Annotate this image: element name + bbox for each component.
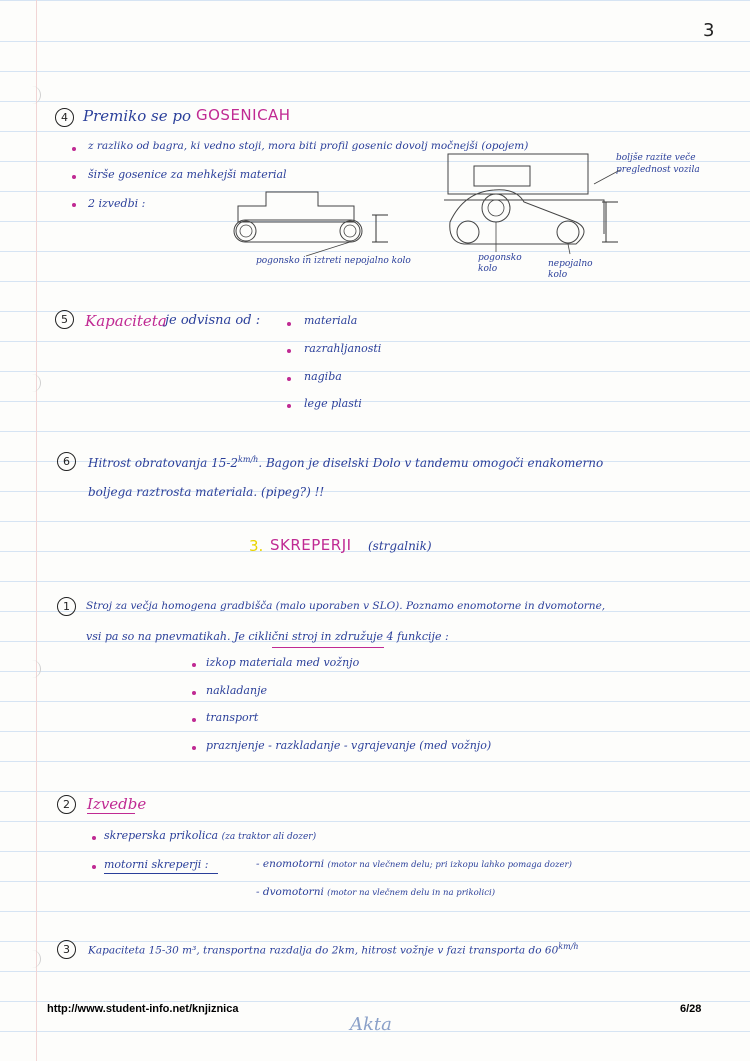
heading-subtitle: (strgalnik) [368, 539, 432, 553]
t2-type-2-note: (motor na vlečnem delu in na prikolici) [327, 888, 496, 898]
s4-bullet-2: širše gosenice za mehkejši material [88, 168, 287, 181]
footer-page-count: 6/28 [680, 1003, 702, 1015]
akta-logo: Akta [350, 1014, 392, 1035]
item-number: 6 [57, 452, 76, 471]
bullet [192, 746, 196, 750]
t3-unit: km/h [558, 942, 579, 951]
t2-item-1 [104, 829, 316, 842]
item-number: 1 [57, 597, 76, 616]
idler-wheel-label: nepojalno kolo [548, 259, 593, 280]
heading-title: SKREPERJI [270, 536, 352, 554]
t2-type-1 [256, 858, 572, 870]
crawler-sketch-right [444, 152, 644, 262]
s5-item-2: razrahljanosti [304, 342, 382, 355]
t1-item-1: izkop materiala med vožnjo [206, 656, 360, 669]
bullet [192, 691, 196, 695]
bullet [192, 718, 196, 722]
s6-text-2: . Bagon je diselski Dolo v tandemu omogoči enakomerno [258, 456, 604, 470]
t1-text-b: Je ciklični stroj [233, 630, 318, 643]
s5-title: Kapaciteta [85, 312, 167, 330]
bullet [287, 349, 291, 353]
heading-number: 3. [249, 537, 264, 555]
s6-text-1: Hitrost obratovanja 15-2 [88, 456, 239, 470]
s6-line-1 [88, 455, 603, 470]
t1-item-2: nakladanje [206, 684, 267, 697]
page-number: 3 [703, 20, 715, 41]
bullet [192, 663, 196, 667]
punch-hole [30, 374, 41, 392]
t2-type-1-note: (motor na vlečnem delu; pri izkopu lahko pomaga dozer) [327, 860, 572, 870]
item-number: 5 [55, 310, 74, 329]
t2-type-1-name: - enomotorni [256, 858, 325, 870]
t1-line-2 [86, 630, 449, 643]
s5-item-1: materiala [304, 314, 358, 327]
margin-line [36, 0, 37, 1061]
punch-hole [30, 86, 41, 104]
t3-text: Kapaciteta 15-30 m³, transportna razdalja do 2km, hitrost vožnje v fazi transporta do 60 [88, 944, 559, 957]
bullet [92, 836, 96, 840]
bullet [72, 147, 76, 151]
bullet [287, 377, 291, 381]
drive-wheel-label: pogonsko kolo [478, 253, 522, 274]
t2-item-1-text: skreperska prikolica [104, 829, 219, 842]
underline [272, 647, 384, 648]
t3-line [88, 942, 579, 957]
s6-line-2: boljega raztrosta materiala. (pipeg?) !! [88, 485, 325, 499]
bullet [92, 865, 96, 869]
crawler-sketch-left [226, 190, 396, 260]
bullet [72, 175, 76, 179]
bullet [72, 203, 76, 207]
s5-item-4: lege plasti [304, 397, 362, 410]
item-number: 2 [57, 795, 76, 814]
t1-line-1: Stroj za večja homogena gradbišča (malo uporaben v SLO). Poznamo enomotorne in dvomotorne, [86, 600, 606, 612]
s5-item-3: nagiba [304, 370, 342, 383]
t2-title: Izvedbe [87, 795, 147, 813]
t1-text-a: vsi pa so na pnevmatikah. [86, 630, 231, 643]
right-machine-label: boljše razite veče preglednost vozila [616, 153, 700, 175]
item-number: 4 [55, 108, 74, 127]
t2-type-2 [256, 886, 495, 898]
t2-type-2-name: - dvomotorni [256, 886, 324, 898]
left-machine-label: pogonsko in iztreti nepojalno kolo [256, 256, 411, 266]
s6-unit: km/h [238, 455, 259, 464]
t1-item-4: praznjenje - razkladanje - vgrajevanje (med vožnjo) [206, 739, 492, 752]
s4-title-keyword: GOSENICAH [196, 106, 291, 124]
underline [104, 873, 218, 874]
punch-hole [30, 950, 41, 968]
punch-hole [30, 660, 41, 678]
bullet [287, 404, 291, 408]
s4-bullet-1: z razliko od bagra, ki vedno stoji, mora biti profil gosenic dovolj močnejši (opojem) [88, 140, 529, 152]
t1-cyclic-machine [234, 630, 317, 643]
footer-url[interactable]: http://www.student-info.net/knjiznica [47, 1003, 239, 1015]
item-number: 3 [57, 940, 76, 959]
t1-text-c: in združuje 4 funkcije : [320, 630, 449, 643]
underline [87, 813, 135, 814]
t1-item-3: transport [206, 711, 259, 724]
s5-text: je odvisna od : [165, 313, 261, 328]
bullet [287, 322, 291, 326]
s4-title-prefix: Premiko se po [83, 107, 192, 125]
t2-item-1-note: (za traktor ali dozer) [221, 832, 317, 842]
s4-bullet-3: 2 izvedbi : [88, 197, 146, 210]
t2-item-2: motorni skreperji : [104, 858, 209, 871]
